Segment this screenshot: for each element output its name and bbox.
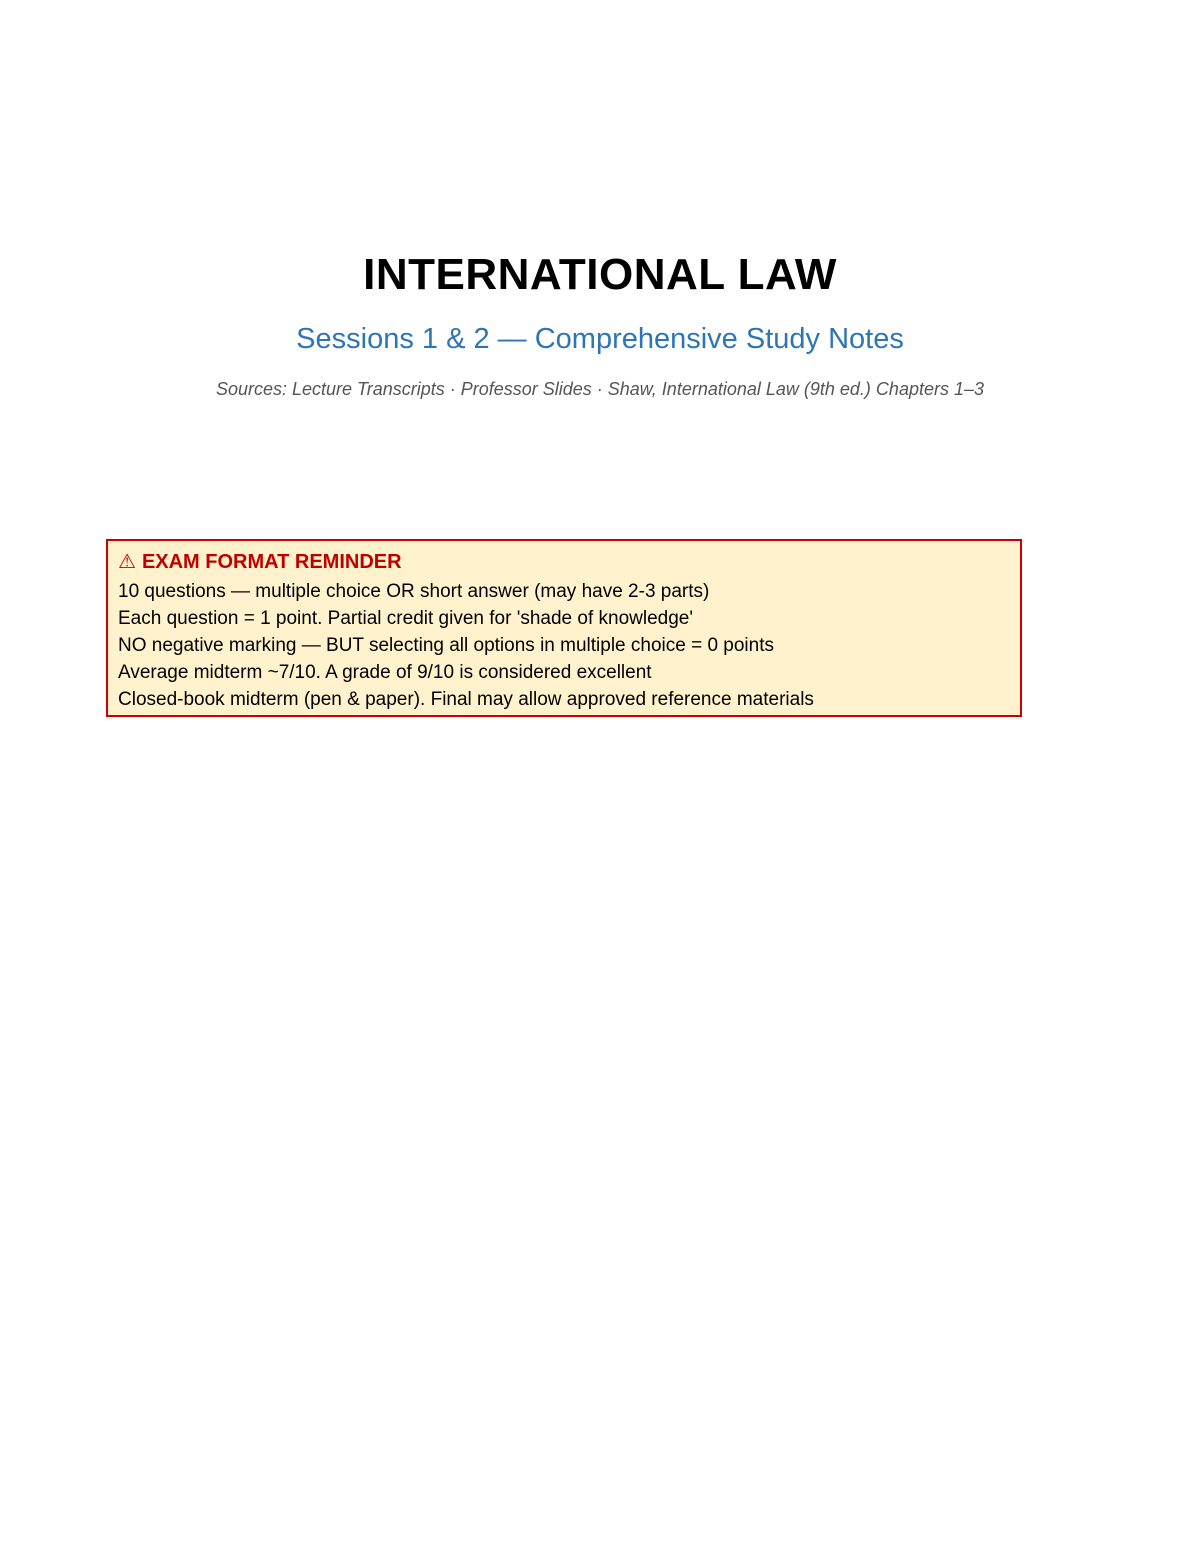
warning-icon: ⚠ bbox=[118, 551, 136, 573]
document-subtitle: Sessions 1 & 2 — Comprehensive Study Notes bbox=[296, 323, 904, 355]
callout-line: Closed-book midterm (pen & paper). Final may allow approved reference materials bbox=[118, 689, 814, 710]
callout-line: Each question = 1 point. Partial credit given for 'shade of knowledge' bbox=[118, 608, 693, 629]
document-title: INTERNATIONAL LAW bbox=[363, 250, 837, 299]
document-sources: Sources: Lecture Transcripts · Professor Slides · Shaw, International Law (9th ed.) Chapters 1–3 bbox=[215, 379, 985, 399]
exam-format-callout bbox=[106, 539, 1022, 717]
callout-heading-text: EXAM FORMAT REMINDER bbox=[141, 551, 402, 573]
callout-line: NO negative marking — BUT selecting all options in multiple choice = 0 points bbox=[118, 635, 775, 656]
callout-line: 10 questions — multiple choice OR short answer (may have 2-3 parts) bbox=[118, 581, 710, 602]
callout-line: Average midterm ~7/10. A grade of 9/10 is considered excellent bbox=[118, 662, 652, 683]
callout-heading bbox=[118, 549, 1010, 575]
